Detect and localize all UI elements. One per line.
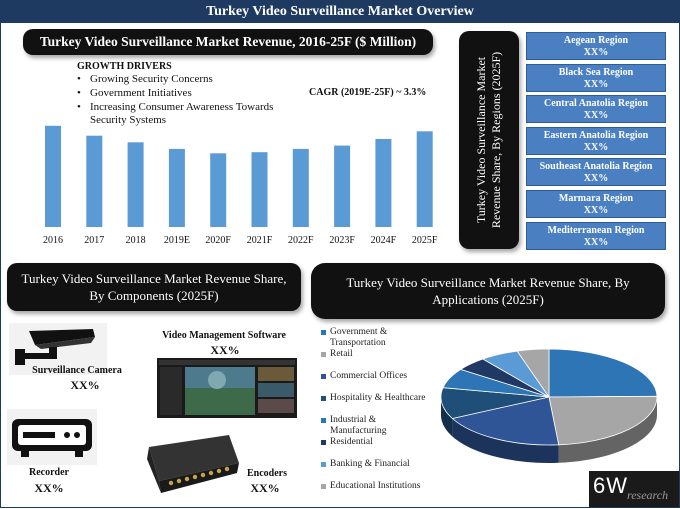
legend-swatch: [321, 484, 326, 489]
region-name: Marmara Region: [558, 193, 634, 204]
legend-item: [321, 459, 431, 470]
applications-title-text: Turkey Video Surveillance Market Revenue Share, By Applications (2025F): [346, 275, 630, 307]
x-tick-label: 2017: [84, 235, 105, 246]
software-screen-icon: [157, 358, 297, 418]
bar-2020F: [210, 153, 226, 227]
region-value: XX%: [583, 173, 609, 185]
legend-label: Industrial & Manufacturing: [330, 415, 387, 436]
driver-text: Government Initiatives: [90, 87, 192, 99]
x-tick-label: 2024F: [370, 235, 397, 246]
applications-pie-chart: [431, 331, 671, 491]
x-tick-label: 2021F: [246, 235, 273, 246]
cagr-text: CAGR (2019E-25F) ~ 3.3%: [309, 87, 427, 98]
region-value: XX%: [583, 205, 609, 216]
bar-2017: [86, 136, 102, 227]
encoders-label: Encoders: [247, 468, 287, 479]
legend-label: Banking & Financial: [330, 459, 410, 469]
x-tick-label: 2022F: [288, 235, 314, 246]
legend-label: Hospitality & Healthcare: [330, 393, 426, 403]
logo-main: 6W: [593, 473, 628, 498]
region-box: [526, 32, 666, 60]
region-value: XX%: [583, 47, 609, 58]
legend-swatch: [321, 374, 326, 379]
region-box: [526, 158, 666, 186]
revenue-title-text: Turkey Video Surveillance Market Revenue, 2016-25F ($ Million): [39, 34, 417, 49]
x-tick-label: 2016: [43, 235, 63, 246]
region-box: [526, 95, 666, 123]
bullet-icon: •: [77, 87, 81, 99]
region-box: [526, 222, 666, 250]
region-box: [526, 127, 666, 155]
software-value: XX%: [210, 343, 240, 357]
pie-slice-0: [549, 349, 657, 397]
region-box: [526, 64, 666, 92]
legend-item: [321, 481, 431, 492]
driver-text: Growing Security Concerns: [90, 73, 213, 85]
x-tick-label: 2023F: [329, 235, 355, 246]
legend-swatch: [321, 440, 326, 445]
regions-panel: [459, 31, 519, 249]
legend-item: [321, 371, 431, 382]
region-name: Eastern Anatolia Region: [543, 129, 649, 141]
legend-swatch: [321, 396, 326, 401]
logo: [589, 471, 679, 507]
region-value: XX%: [583, 78, 609, 90]
driver-text: Increasing Consumer Awareness Towards Security Systems: [90, 101, 274, 126]
recorder-value: XX%: [34, 481, 64, 495]
legend-label: Commercial Offices: [330, 371, 408, 381]
region-value: XX%: [583, 141, 609, 153]
legend-item: [321, 393, 431, 404]
bar-2016: [45, 126, 61, 227]
software-label: Video Management Software: [162, 330, 286, 341]
drivers-heading: GROWTH DRIVERS: [77, 61, 172, 72]
applications-panel-title: [311, 263, 665, 319]
region-name: Aegean Region: [563, 35, 629, 46]
encoder-icon: [141, 433, 241, 499]
bar-2018: [128, 142, 144, 227]
legend-label: Educational Institutions: [330, 481, 421, 491]
legend-label: Retail: [330, 349, 353, 359]
bullet-icon: •: [77, 73, 81, 85]
legend-label: Government & Transportation: [330, 327, 388, 348]
legend-swatch: [321, 418, 326, 423]
bullet-icon: •: [77, 101, 81, 113]
legend-item: [321, 415, 431, 437]
x-tick-label: 2025F: [411, 235, 438, 246]
bar-2019E: [169, 149, 185, 227]
bar-2022F: [293, 149, 309, 227]
legend-item: [321, 437, 431, 448]
x-tick-label: 2018: [125, 235, 146, 246]
logo-sub: research: [627, 488, 669, 502]
legend-swatch: [321, 330, 326, 335]
recorder-label: Recorder: [29, 467, 69, 478]
recorder-icon: [11, 417, 93, 459]
bar-2023F: [334, 146, 350, 227]
region-value: XX%: [583, 236, 609, 248]
x-tick-label: 2020F: [205, 235, 231, 246]
legend-label: Residential: [330, 437, 373, 447]
components-panel-title: [7, 263, 301, 311]
bar-2021F: [252, 152, 268, 227]
bar-2024F: [375, 139, 391, 227]
region-name: Central Anatolia Region: [544, 98, 648, 110]
bar-2025F: [417, 131, 433, 227]
components-title-text: Turkey Video Surveillance Market Revenue Share, By Components (2025F): [21, 271, 287, 303]
legend-swatch: [321, 462, 326, 467]
page-title: Turkey Video Surveillance Market Overview: [1, 1, 679, 23]
region-box: [526, 190, 666, 218]
region-name: Black Sea Region: [558, 66, 634, 78]
legend-swatch: [321, 352, 326, 357]
region-name: Mediterranean Region: [547, 224, 645, 236]
encoders-value: XX%: [250, 481, 280, 495]
region-value: XX%: [583, 110, 609, 122]
camera-label: Surveillance Camera: [32, 365, 122, 376]
camera-value: XX%: [70, 378, 100, 392]
region-name: Southeast Anatolia Region: [539, 161, 653, 173]
legend-item: [321, 327, 431, 349]
regions-panel-title: Turkey Video Surveillance Market Revenue Share, By Regions (2025F): [474, 51, 503, 229]
x-tick-label: 2019E: [163, 235, 190, 246]
legend-item: [321, 349, 431, 360]
